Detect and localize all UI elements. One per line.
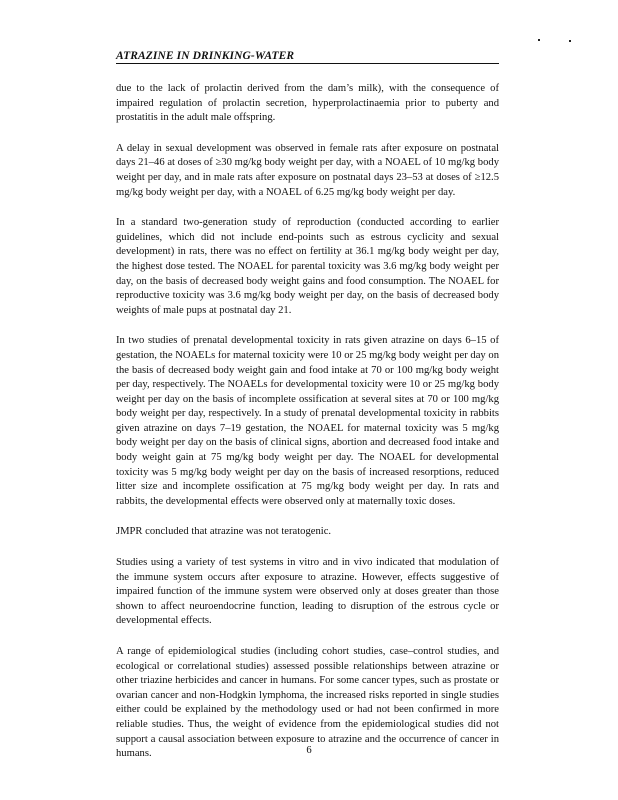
paragraph-immune-system: Studies using a variety of test systems in vitro and in vivo indicated that modulation of the immune system occurs after exposure to atrazine. However, effects suggestive of impaired function of the immune system were observed only at doses greater than those shown to affect neuroendocrine function, leading to disruption of the estrous cycle or developmental effects. (116, 557, 499, 627)
body-text (116, 82, 499, 778)
paragraph-prenatal-toxicity: In two studies of prenatal developmental toxicity in rats given atrazine on days 6–15 of gestation, the NOAELs for maternal toxicity were 10 or 25 mg/kg body weight per day on the basis of decreased body weight gain and food intake at 70 or 100 mg/kg body weight per day, respectively. The NOAELs for developmental toxicity were 10 or 25 mg/kg body weight per day on the basis of incomplete ossification at several sites at 70 or 100 mg/kg body weight per day, respectively. In a study of prenatal developmental toxicity in rabbits given atrazine on days 7–19 gestation, the NOAEL for maternal toxicity was 5 mg/kg body weight per day on the basis of clinical signs, abortion and decreased food intake and body weight gain at 75 mg/kg body weight per day. The NOAEL for developmental toxicity was 5 mg/kg body weight per day on the basis of increased resorptions, reduced litter size and incomplete ossification at 75 mg/kg body weight per day. In rats and rabbits, the developmental effects were observed only at maternally toxic doses. (116, 335, 499, 507)
paragraph-two-generation-study: In a standard two-generation study of reproduction (conducted according to earlier guidelines, which did not include end-points such as estrous cyclicity and sexual development) in rats, there was no effect on fertility at 36.1 mg/kg body weight per day, the highest dose tested. The NOAEL for parental toxicity was 3.6 mg/kg body weight per day, on the basis of decreased body weight gains and food consumption. The NOAEL for reproductive toxicity was 3.6 mg/kg body weight per day, on the basis of decreased body weights of male pups at postnatal day 21. (116, 217, 499, 316)
page-number: 6 (306, 745, 312, 756)
paragraph-jmpr-conclusion: JMPR concluded that atrazine was not teratogenic. (116, 526, 332, 538)
paragraph-epidemiology: A range of epidemiological studies (including cohort studies, case–control studies, and ecological or correlational studies) assessed possible relationships between atrazine or other triazine herbicides and cancer in humans. For some cancer types, such as prostate or ovarian cancer and non-Hodgkin lymphoma, the increased risks reported in single studies either could be explained by the methodology used or had not been confirmed in more reliable studies. Thus, the weight of evidence from the epidemiological studies did not support a causal association between exposure to atrazine and the occurrence of cancer in humans. (116, 646, 499, 760)
scan-speck (538, 39, 540, 41)
header-rule (116, 63, 499, 64)
paragraph-sexual-development: A delay in sexual development was observed in female rats after exposure on postnatal days 21–46 at doses of ≥30 mg/kg body weight per day, with a NOAEL of 10 mg/kg body weight per day, and in male rats after exposure on postnatal days 23–53 at doses of ≥12.5 mg/kg body weight per day, with a NOAEL of 6.25 mg/kg body weight per day. (116, 142, 499, 198)
paragraph-prolactin: due to the lack of prolactin derived from the dam’s milk), with the consequence of impaired regulation of prolactin secretion, hyperprolactinaemia prior to puberty and prostatitis in the adult male offspring. (116, 83, 499, 124)
running-header-title: ATRAZINE IN DRINKING-WATER (116, 50, 295, 62)
scan-speck (569, 40, 571, 42)
